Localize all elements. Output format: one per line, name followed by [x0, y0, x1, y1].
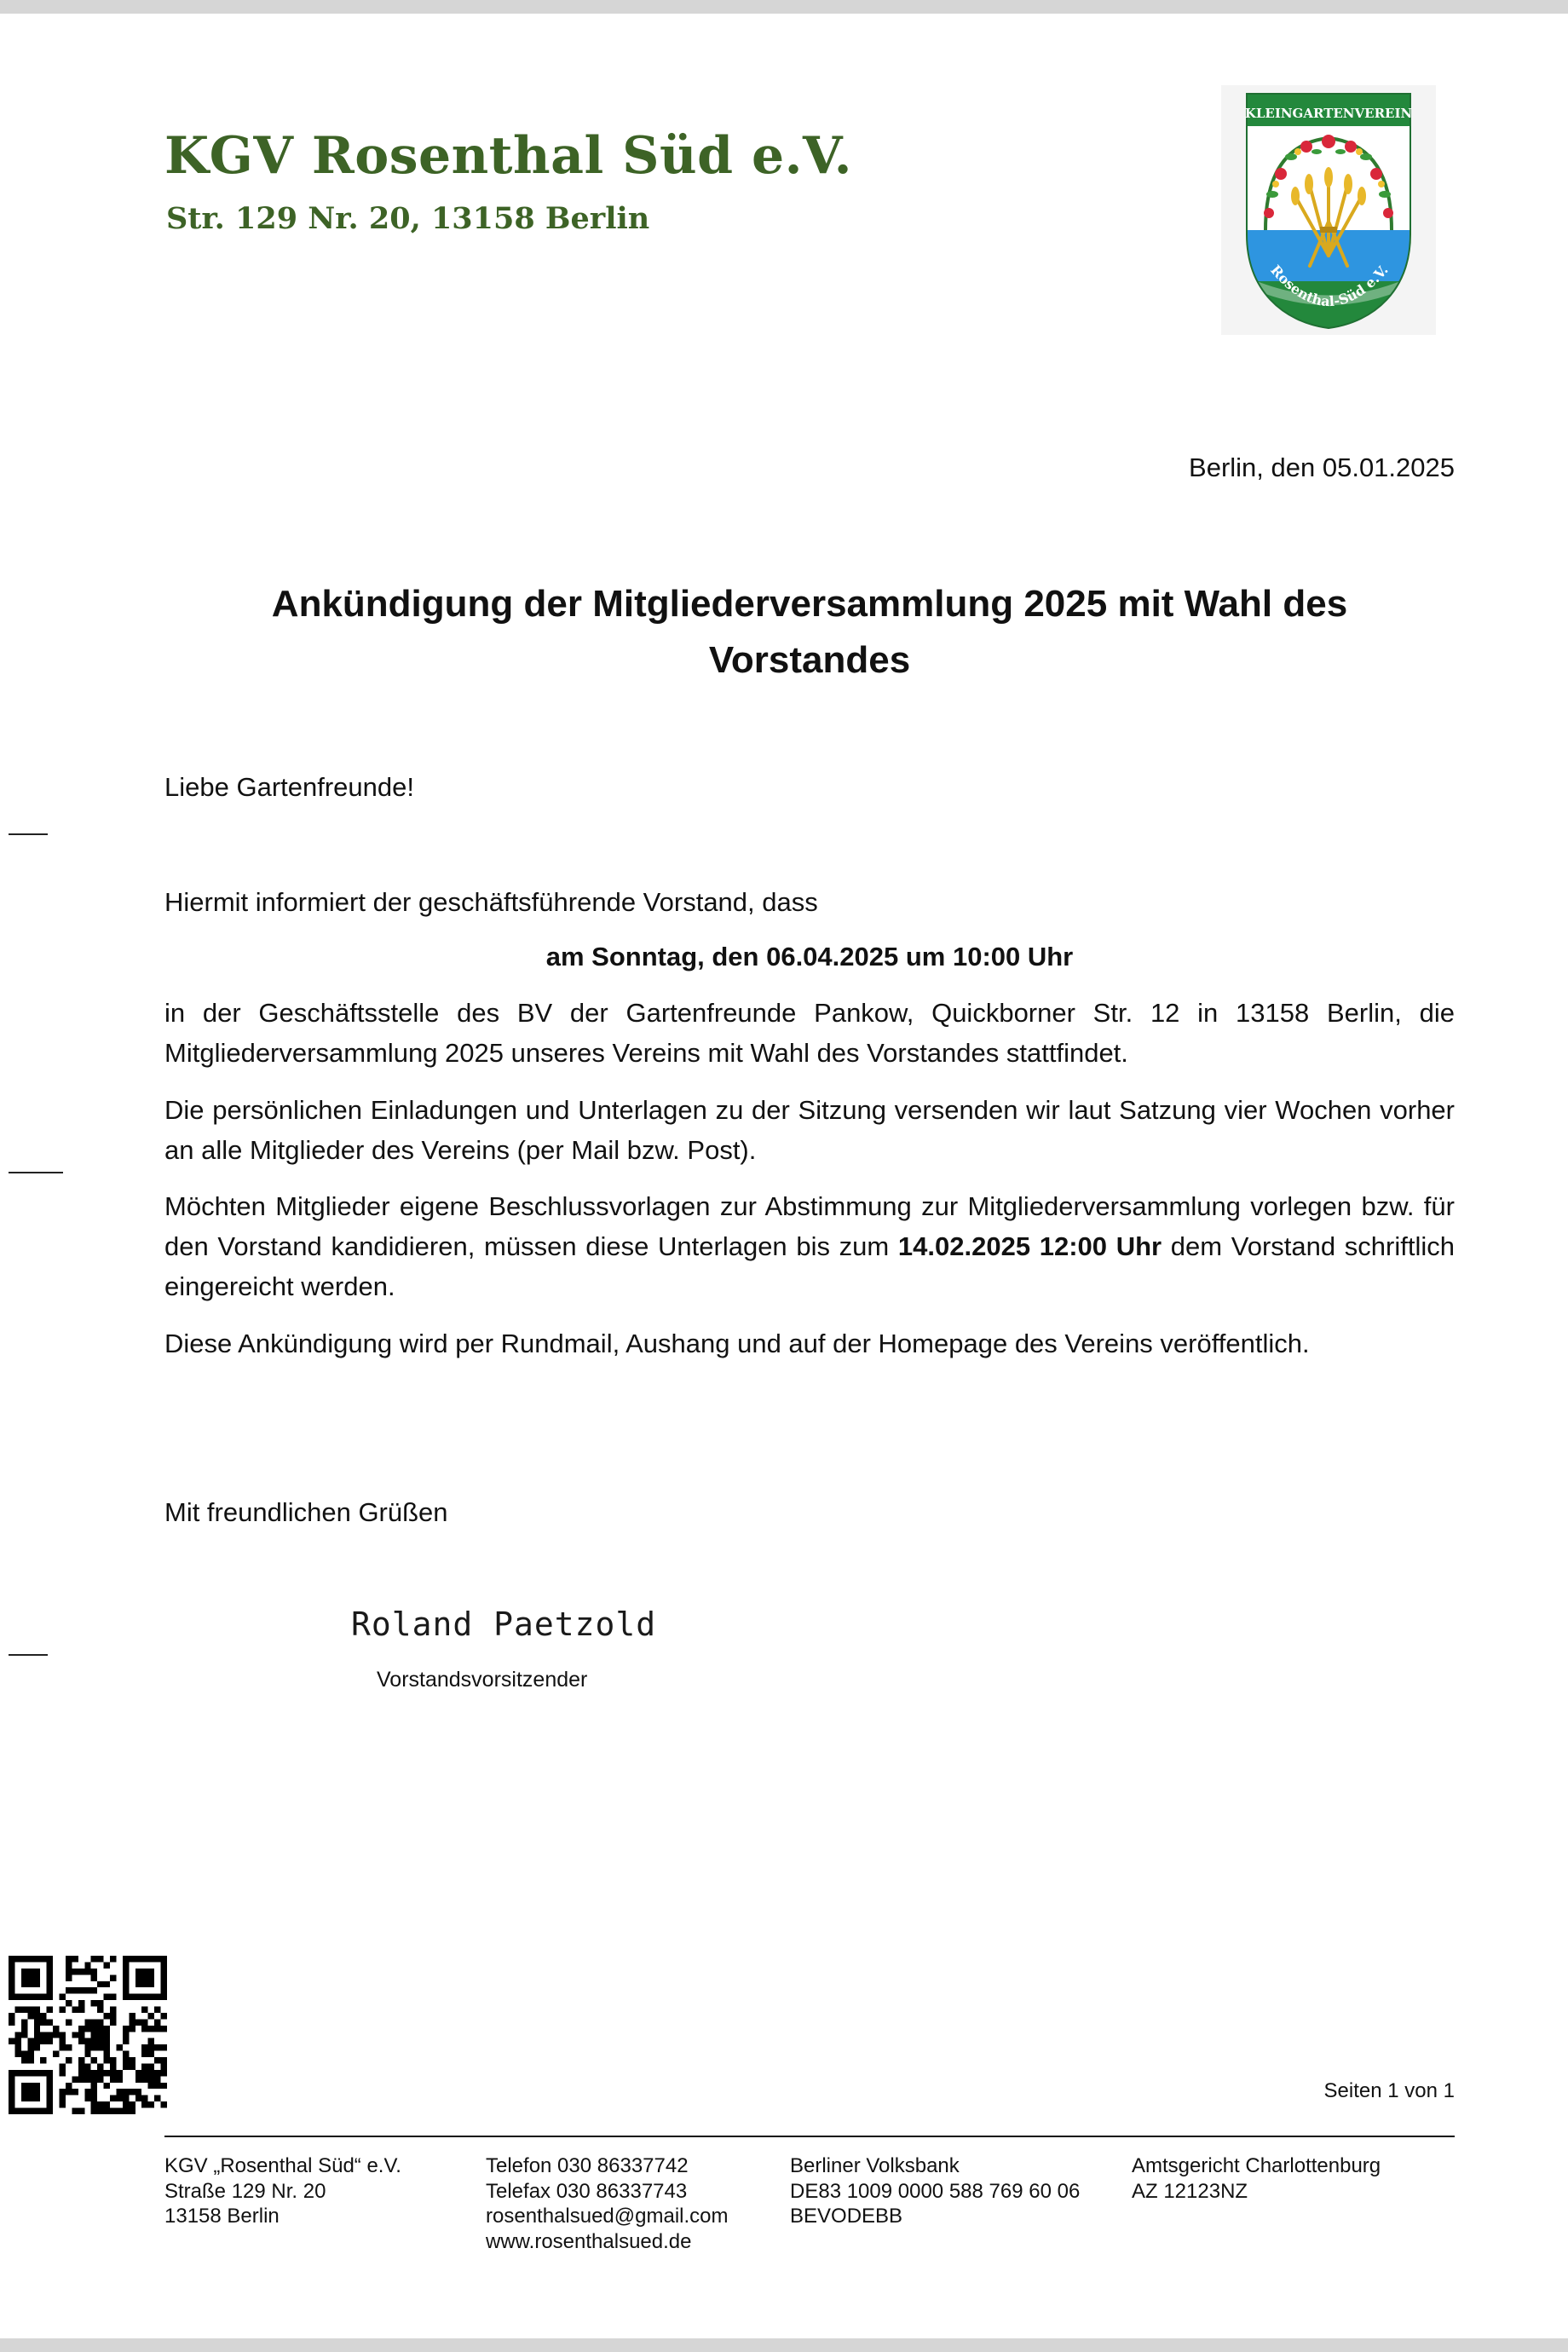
proposals-deadline: 14.02.2025 12:00 Uhr [897, 1231, 1162, 1261]
fold-mark-bottom [9, 1654, 48, 1656]
top-border-bar [0, 0, 1568, 14]
footer-website: www.rosenthalsued.de [486, 2229, 692, 2253]
logo-bottom-text: Rosenthal-Süd e.V. [1267, 262, 1392, 310]
footer-phone: Telefon 030 86337742 [486, 2154, 689, 2177]
letter-title-line2: Vorstandes [708, 639, 911, 681]
logo-top-text: KLEINGARTENVEREIN [1244, 106, 1413, 121]
punch-mark [9, 1172, 63, 1173]
org-address: Str. 129 Nr. 20, 13158 Berlin [166, 201, 650, 236]
intro-sentence: Hiermit informiert der geschäftsführende Vorstand, dass [164, 887, 818, 917]
footer-city: 13158 Berlin [164, 2205, 280, 2228]
letter-title-line1: Ankündigung der Mitgliederversammlung 2025 mit Wahl des [271, 583, 1348, 625]
org-name: KGV Rosenthal Süd e.V. [164, 126, 852, 186]
qr-code [9, 1956, 167, 2114]
salutation: Liebe Gartenfreunde! [164, 772, 414, 802]
fold-mark-top [9, 833, 48, 835]
signature-name: Roland Paetzold [351, 1605, 657, 1643]
closing: Mit freundlichen Grüßen [164, 1497, 448, 1527]
paragraph-publication: Diese Ankündigung wird per Rundmail, Aushang und auf der Homepage des Vereins veröffentlich. [164, 1329, 1310, 1358]
footer-iban: DE83 1009 0000 588 769 60 06 [790, 2179, 1081, 2203]
footer-bank-name: Berliner Volksbank [790, 2154, 960, 2177]
letter-title [164, 576, 1455, 689]
paragraph-location: in der Geschäftsstelle des BV der Gartenfreunde Pankow, Quickborner Str. 12 in 13158 Berlin, die Mitgliederversammlung 2025 unseres Vereins mit Wahl des Vorstandes stattfindet. [164, 998, 1455, 1068]
signature-role: Vorstandsvorsitzender [377, 1668, 588, 1692]
footer-bic: BEVODEBB [790, 2205, 903, 2228]
bottom-border-bar [0, 2338, 1568, 2352]
proposals-text-part2: dem Vorstand schriftlich eingereicht werden. [164, 1231, 1455, 1301]
footer-court: Amtsgericht Charlottenburg [1132, 2154, 1381, 2177]
footer-register-number: AZ 12123NZ [1132, 2179, 1248, 2203]
footer-club-name: KGV „Rosenthal Süd“ e.V. [164, 2154, 401, 2177]
paragraph-proposals [164, 1186, 1455, 1306]
footer-email: rosenthalsued@gmail.com [486, 2205, 729, 2228]
footer-court-column [1132, 2153, 1381, 2204]
footer-street: Straße 129 Nr. 20 [164, 2179, 326, 2203]
club-logo [1221, 85, 1436, 335]
page-info: Seiten 1 von 1 [1323, 2079, 1455, 2102]
paragraph-invitations: Die persönlichen Einladungen und Unterlagen zu der Sitzung versenden wir laut Satzung vier Wochen vorher an alle Mitglieder des Vereins (per Mail bzw. Post). [164, 1095, 1455, 1165]
event-date: am Sonntag, den 06.04.2025 um 10:00 Uhr [545, 942, 1074, 971]
footer-address-column [164, 2153, 401, 2229]
footer-divider [164, 2136, 1455, 2137]
footer-bank-column [790, 2153, 1080, 2229]
footer-contact-column [486, 2153, 729, 2254]
footer-fax: Telefax 030 86337743 [486, 2179, 688, 2203]
proposals-text-part1: Möchten Mitglieder eigene Beschlussvorlagen zur Abstimmung zur Mitgliederversammlung vorlegen bzw. für den Vorstand kandidieren, müssen diese Unterlagen bis zum [164, 1191, 1455, 1261]
date-line: Berlin, den 05.01.2025 [1189, 453, 1455, 482]
